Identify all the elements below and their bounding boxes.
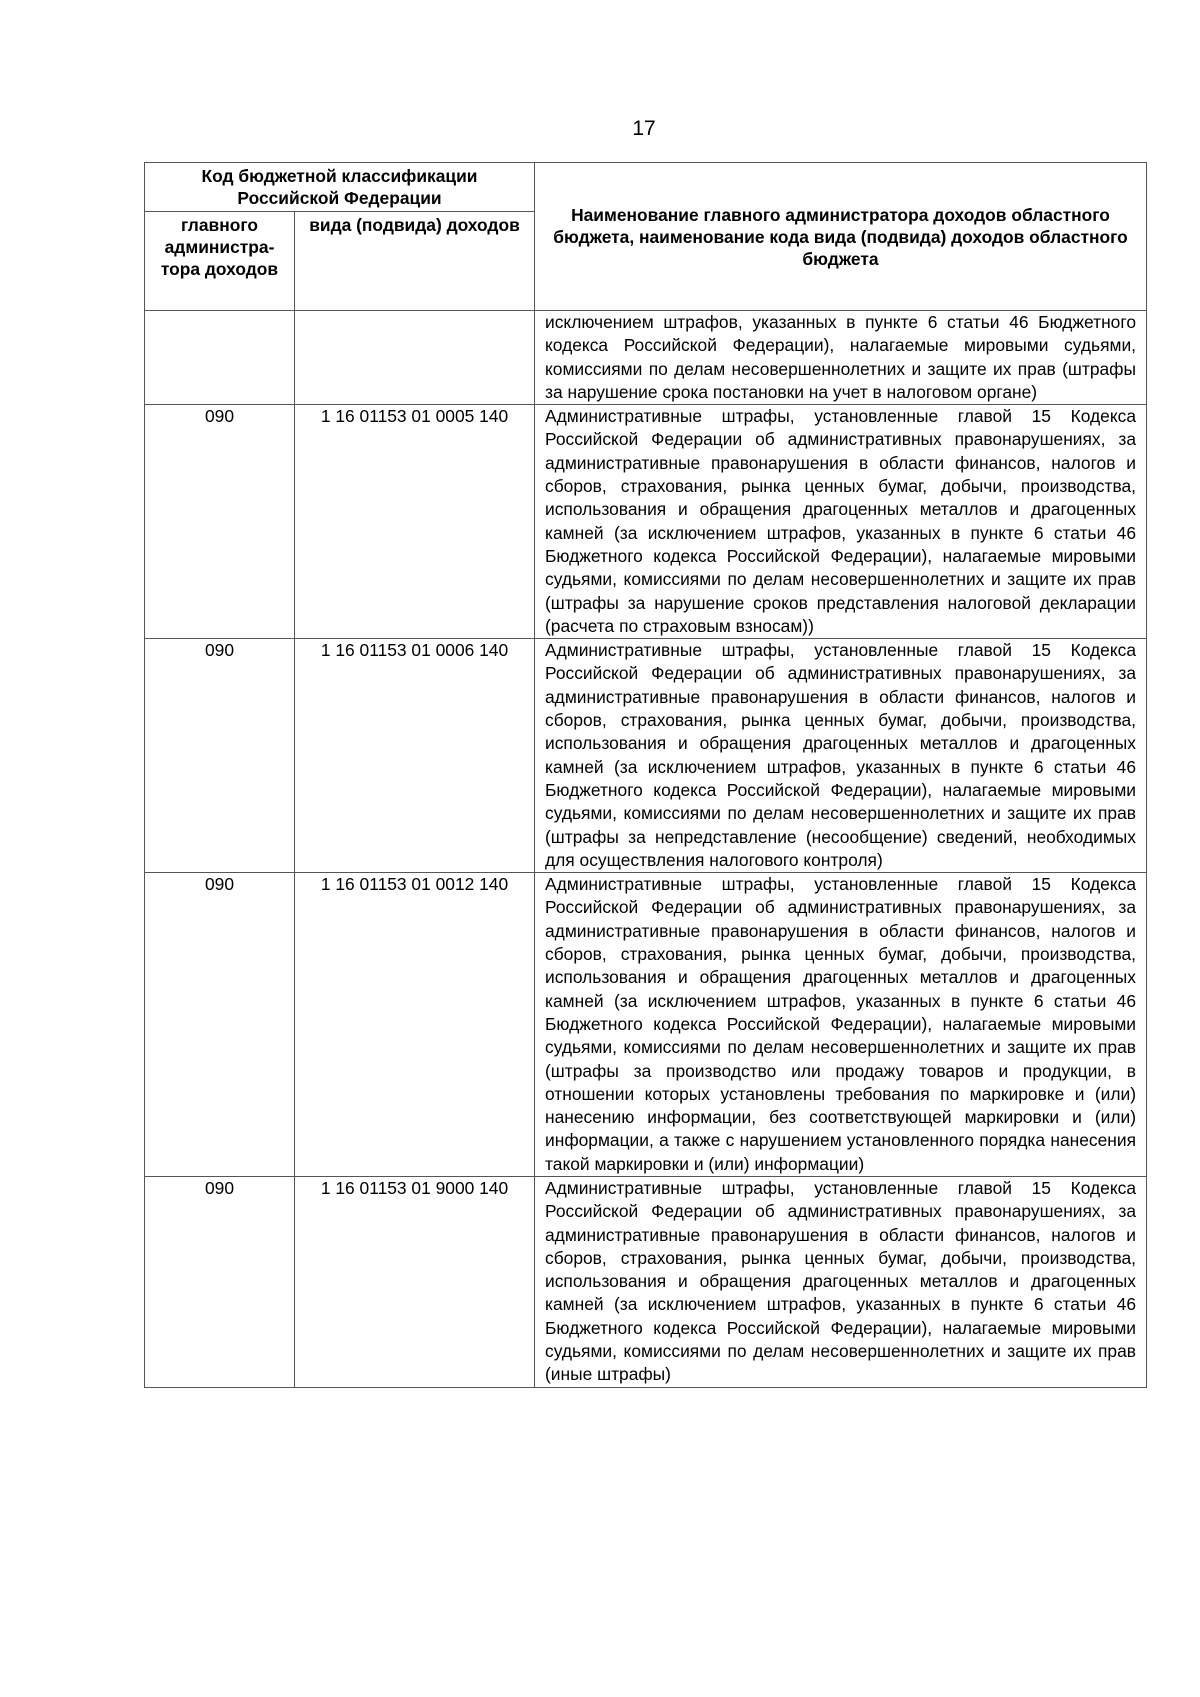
page-number: 17 (632, 117, 656, 140)
table-row (145, 405, 1147, 639)
kind-code-cell: 1 16 01153 01 9000 140 (295, 1176, 535, 1387)
admin-code-cell: 090 (145, 873, 295, 1177)
budget-classification-table (144, 162, 1147, 1388)
table-row (145, 1176, 1147, 1387)
table-body (145, 311, 1147, 1388)
table-row (145, 639, 1147, 873)
name-cell: исключением штрафов, указанных в пункте 6 статьи 46 Бюджетного кодекса Российской Федерации), налагаемые мировыми судьями, комиссиями по делам несовершеннолетних и защите их прав (штрафы за нарушение срока постановки на учет в налоговом органе) (535, 311, 1147, 405)
header-admin-column: главного администра-тора доходов (145, 212, 295, 311)
admin-code-cell: 090 (145, 405, 295, 639)
name-cell: Административные штрафы, установленные главой 15 Кодекса Российской Федерации об административных правонарушениях, за административные правонарушения в области финансов, налогов и сборов, страхования, рынка ценных бумаг, добычи, производства, использования и обращения драгоценных металлов и драгоценных камней (за исключением штрафов, указанных в пункте 6 статьи 46 Бюджетного кодекса Российской Федерации), налагаемые мировыми судьями, комиссиями по делам несовершеннолетних и защите их прав (штрафы за нарушение сроков представления налоговой декларации (расчета по страховым взносам)) (535, 405, 1147, 639)
admin-code-cell: 090 (145, 1176, 295, 1387)
header-name-column: Наименование главного администратора доходов областного бюджета, наименование кода вида (подвида) доходов областного бюджета (535, 163, 1147, 311)
kind-code-cell: 1 16 01153 01 0005 140 (295, 405, 535, 639)
admin-code-cell: 090 (145, 639, 295, 873)
name-cell: Административные штрафы, установленные главой 15 Кодекса Российской Федерации об административных правонарушениях, за административные правонарушения в области финансов, налогов и сборов, страхования, рынка ценных бумаг, добычи, производства, использования и обращения драгоценных металлов и драгоценных камней (за исключением штрафов, указанных в пункте 6 статьи 46 Бюджетного кодекса Российской Федерации), налагаемые мировыми судьями, комиссиями по делам несовершеннолетних и защите их прав (штрафы за производство или продажу товаров и продукции, в отношении которых установлены требования по маркировке и (или) нанесению информации, без соответствующей маркировки и (или) информации, а также с нарушением установленного порядка нанесения такой маркировки и (или) информации) (535, 873, 1147, 1177)
kind-code-cell: 1 16 01153 01 0012 140 (295, 873, 535, 1177)
header-row-group (145, 163, 1147, 212)
kind-code-cell: 1 16 01153 01 0006 140 (295, 639, 535, 873)
header-budget-code-group: Код бюджетной классификации Российской Федерации (145, 163, 535, 212)
table-header (145, 163, 1147, 311)
name-cell: Административные штрафы, установленные главой 15 Кодекса Российской Федерации об административных правонарушениях, за административные правонарушения в области финансов, налогов и сборов, страхования, рынка ценных бумаг, добычи, производства, использования и обращения драгоценных металлов и драгоценных камней (за исключением штрафов, указанных в пункте 6 статьи 46 Бюджетного кодекса Российской Федерации), налагаемые мировыми судьями, комиссиями по делам несовершеннолетних и защите их прав (штрафы за непредставление (несообщение) сведений, необходимых для осуществления налогового контроля) (535, 639, 1147, 873)
name-cell: Административные штрафы, установленные главой 15 Кодекса Российской Федерации об административных правонарушениях, за административные правонарушения в области финансов, налогов и сборов, страхования, рынка ценных бумаг, добычи, производства, использования и обращения драгоценных металлов и драгоценных камней (за исключением штрафов, указанных в пункте 6 статьи 46 Бюджетного кодекса Российской Федерации), налагаемые мировыми судьями, комиссиями по делам несовершеннолетних и защите их прав (иные штрафы) (535, 1176, 1147, 1387)
header-kind-column: вида (подвида) доходов (295, 212, 535, 311)
kind-code-cell (295, 311, 535, 405)
table-row (145, 873, 1147, 1177)
table-row (145, 311, 1147, 405)
admin-code-cell (145, 311, 295, 405)
